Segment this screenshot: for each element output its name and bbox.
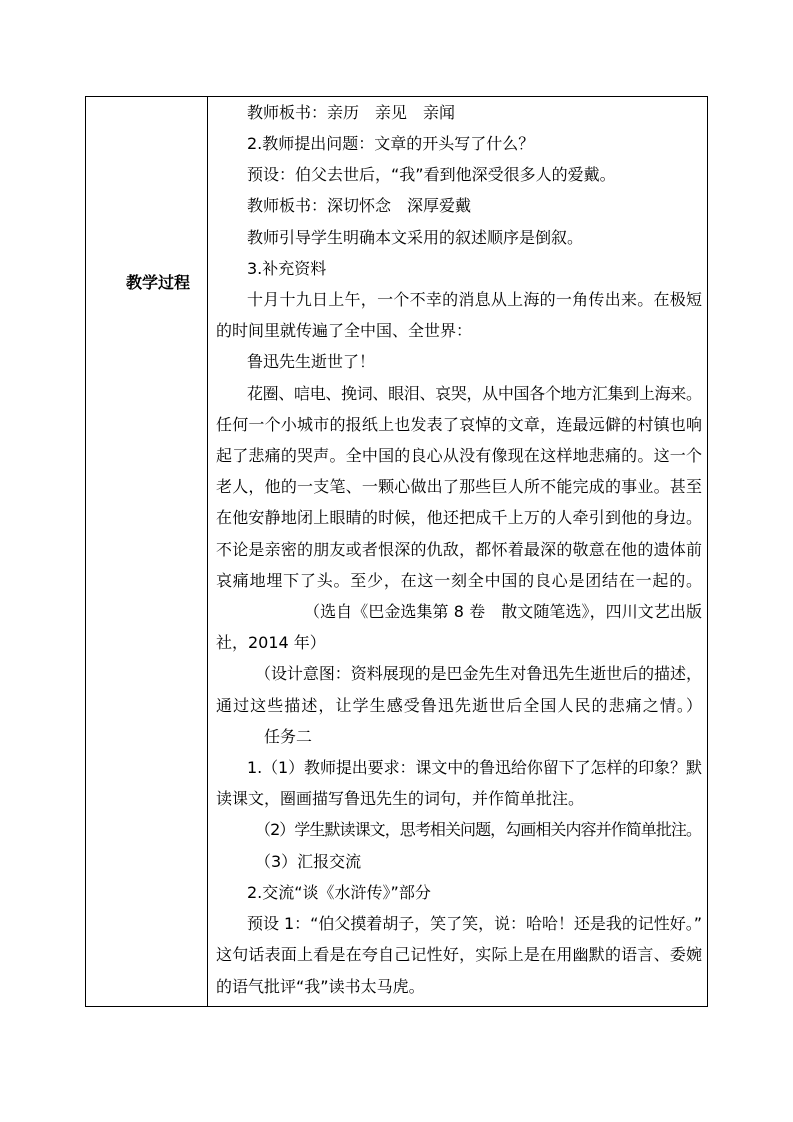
text-line: （3）汇报交流	[255, 852, 362, 871]
text-line: 预设：伯父去世后，“我”看到他深受很多人的爱戴。	[247, 165, 616, 184]
text-line: 通过这些描述，让学生感受鲁迅先逝世后全国人民的悲痛之情。）	[216, 696, 704, 715]
text-line: 预设 1：“伯父摸着胡子，笑了笑，说：哈哈！还是我的记性好。”	[247, 914, 702, 933]
text-line: （设计意图：资料展现的是巴金先生对鲁迅先生逝世后的描述，	[255, 664, 702, 683]
text-line: （2）学生默读课文，思考相关问题，勾画相关内容并作简单批注。	[255, 820, 702, 839]
text-line: 2.交流“谈《水浒传》”部分	[247, 883, 431, 902]
text-line: 社，2014 年）	[216, 633, 326, 652]
text-line: 教师板书：深切怀念 深厚爱戴	[247, 196, 472, 215]
text-line: 的语气批评“我”读书太马虎。	[216, 977, 425, 996]
text-line: 不论是亲密的朋友或者恨深的仇敌，都怀着最深的敬意在他的遗体前	[216, 540, 703, 559]
text-line: 在他安静地闭上眼睛的时候，他还把成千上万的人牵引到他的身边。	[216, 508, 703, 527]
text-line: 的时间里就传遍了全中国、全世界：	[216, 321, 473, 340]
text-line: （选自《巴金选集第 8 卷 散文随笔选》，四川文艺出版	[304, 602, 703, 621]
text-line: 起了悲痛的哭声。全中国的良心从没有像现在这样地悲痛的。这一个	[216, 446, 703, 465]
row-label-cell	[86, 97, 208, 1006]
content-cell	[208, 97, 707, 1006]
row-label: 教学过程	[126, 273, 191, 292]
text-line: 任务二	[264, 727, 313, 746]
text-line: 鲁迅先生逝世了！	[247, 352, 376, 371]
text-line: 教师板书：亲历 亲见 亲闻	[247, 103, 456, 122]
text-line: 这句话表面上看是在夸自己记性好，实际上是在用幽默的语言、委婉	[216, 945, 703, 964]
text-line: 花圈、唁电、挽词、眼泪、哀哭，从中国各个地方汇集到上海来。	[247, 384, 702, 403]
text-line: 老人，他的一支笔、一颗心做出了那些巨人所不能完成的事业。甚至	[216, 477, 703, 496]
text-line: 1.（1）教师提出要求：课文中的鲁迅给你留下了怎样的印象？默	[247, 758, 702, 777]
text-line: 十月十九日上午，一个不幸的消息从上海的一角传出来。在极短	[247, 290, 703, 309]
text-line: 教师引导学生明确本文采用的叙述顺序是倒叙。	[247, 228, 584, 247]
text-line: 读课文，圈画描写鲁迅先生的词句，并作简单批注。	[216, 789, 585, 808]
text-line: 任何一个小城市的报纸上也发表了哀悼的文章，连最远僻的村镇也响	[216, 415, 703, 434]
text-line: 3.补充资料	[247, 259, 327, 278]
text-line: 2.教师提出问题：文章的开头写了什么？	[247, 134, 535, 153]
text-line: 哀痛地埋下了头。至少，在这一刻全中国的良心是团结在一起的。	[216, 571, 703, 590]
lesson-plan-table	[85, 96, 708, 1007]
